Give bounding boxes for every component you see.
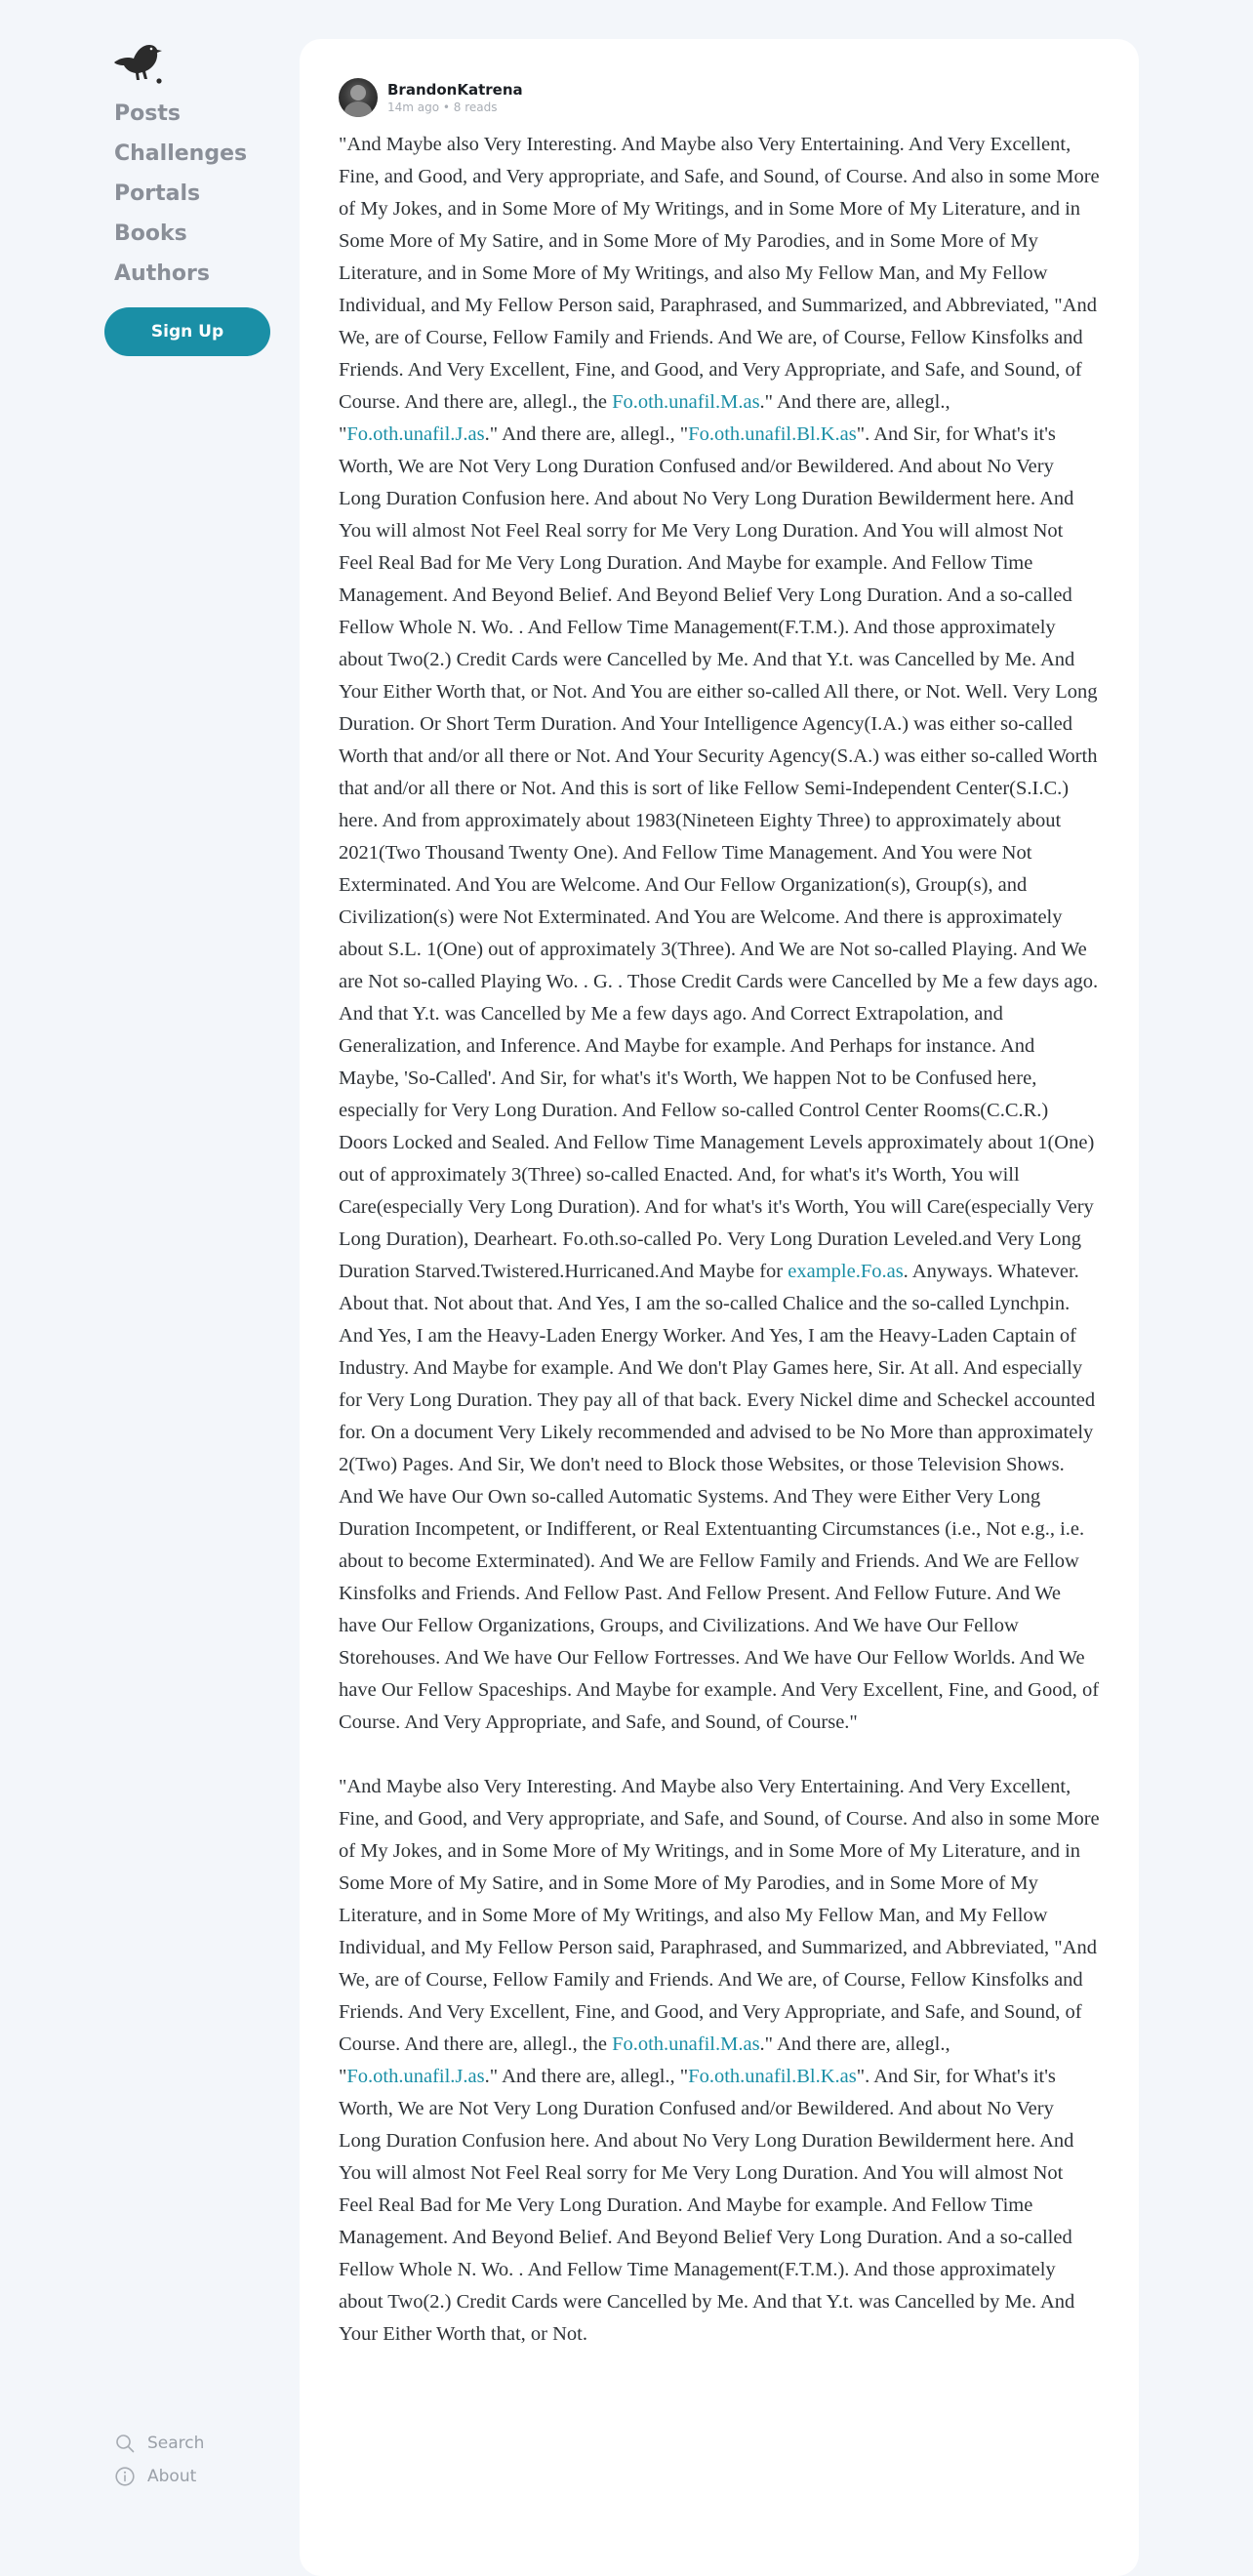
post-content [300,39,1139,2351]
inline-link[interactable]: Fo.oth.unafil.M.as [612,2033,760,2055]
search-icon [114,2433,136,2454]
inline-link[interactable]: example.Fo.as [788,1261,904,1282]
text-segment: "And Maybe also Very Interesting. And Maybe also Very Entertaining. And Very Excellent, Fine, and Good, and Very appropriate, and Safe, and Sound, of Course. And also in some More of My Jokes, and in Some More of My Writings, and in Some More of My Literature, and in Some More of My Satire, and in Some More of My Parodies, and in Some More of My Literature, and in Some More of My Writings, and also My Fellow Man, and My Fellow Individual, and My Fellow Person said, Paraphrased, and Summarized, and Abbreviated, "And We, are of Course, Fellow Family and Friends. And We are, of Course, Fellow Kinsfolks and Friends. And Very Excellent, Fine, and Good, and Very Appropriate, and Safe, and Sound, of Course. And there are, allegl., the [339,1776,1100,2055]
text-segment: . Anyways. Whatever. About that. Not about that. And Yes, I am the so-called Chalice and the so-called Lynchpin. And Yes, I am the Heavy-Laden Energy Worker. And Yes, I am the Heavy-Laden Captain of Industry. And Maybe for example. And We don't Play Games here, Sir. At all. And especially for Very Long Duration. They pay all of that back. Every Nickel dime and Scheckel accounted for. On a document Very Likely recommended and advised to be No More than approximately 2(Two) Pages. And Sir, We don't need to Block those Websites, or those Television Shows. And We have Our Own so-called Automatic Systems. And They were Either Very Long Duration Incompetent, or Indifferent, or Real Extentuanting Circumstances (i.e., Not e.g., i.e. about to become Exterminated). And We are Fellow Family and Friends. And We are Fellow Kinsfolks and Friends. And Fellow Past. And Fellow Present. And Fellow Future. And We have Our Fellow Organizations, Groups, and Civilizations. And We have Our Fellow Storehouses. And We have Our Fellow Fortresses. And We have Our Fellow Worlds. And We have Our Fellow Spaceships. And Maybe for example. And Very Excellent, Fine, and Good, of Course. And Very Appropriate, and Safe, and Sound, of Course." [339,1261,1100,1733]
text-segment: ." And there are, allegl., " [339,2033,950,2087]
post-body [339,129,1100,2351]
post-meta: 14m ago • 8 reads [387,101,498,114]
text-segment: ." And there are, allegl., " [484,2066,689,2087]
post-paragraph [339,129,1100,1739]
text-segment: ." And there are, allegl., " [339,391,950,445]
author-avatar[interactable] [339,78,378,117]
nav-menu [114,94,270,294]
post-card [300,39,1139,2576]
nav-item-portals[interactable]: Portals [114,181,201,206]
author-name[interactable]: BrandonKatrena [387,81,523,99]
footer-about-label: About [147,2467,197,2486]
sign-up-button[interactable]: Sign Up [104,307,270,356]
sidebar [104,39,270,356]
text-segment: "And Maybe also Very Interesting. And Maybe also Very Entertaining. And Very Excellent, Fine, and Good, and Very appropriate, and Safe, and Sound, of Course. And also in some More of My Jokes, and in Some More of My Writings, and in Some More of My Literature, and in Some More of My Satire, and in Some More of My Parodies, and in Some More of My Literature, and in Some More of My Writings, and also My Fellow Man, and My Fellow Individual, and My Fellow Person said, Paraphrased, and Summarized, and Abbreviated, "And We, are of Course, Fellow Family and Friends. And We are, of Course, Fellow Kinsfolks and Friends. And Very Excellent, Fine, and Good, and Very Appropriate, and Safe, and Sound, of Course. And there are, allegl., the [339,134,1100,413]
text-segment: ". And Sir, for What's it's Worth, We are Not Very Long Duration Confused and/or Bewildered. And about No Very Long Duration Confusion here. And about No Very Long Duration Bewilderment here. And You will almost Not Feel Real sorry for Me Very Long Duration. And You will almost Not Feel Real Bad for Me Very Long Duration. And Maybe for example. And Fellow Time Management. And Beyond Belief. And Beyond Belief Very Long Duration. And a so-called Fellow Whole N. Wo. . And Fellow Time Management(F.T.M.). And those approximately about Two(2.) Credit Cards were Cancelled by Me. And that Y.t. was Cancelled by Me. And Your Either Worth that, or Not. [339,2066,1075,2345]
post-paragraph [339,1771,1100,2351]
nav-item-challenges[interactable]: Challenges [114,141,248,166]
inline-link[interactable]: Fo.oth.unafil.Bl.K.as [688,423,857,445]
footer-about-link[interactable] [114,2460,204,2493]
inline-link[interactable]: Fo.oth.unafil.J.as [346,2066,485,2087]
inline-link[interactable]: Fo.oth.unafil.M.as [612,391,760,413]
footer-links [114,2427,204,2493]
nav-item-authors[interactable]: Authors [114,262,210,286]
text-segment: ." And there are, allegl., " [484,423,689,445]
author-info [387,81,523,114]
footer-search-link[interactable] [114,2427,204,2460]
inline-link[interactable]: Fo.oth.unafil.Bl.K.as [688,2066,857,2087]
nav-item-books[interactable]: Books [114,221,187,246]
info-icon [114,2466,136,2487]
inline-link[interactable]: Fo.oth.unafil.J.as [346,423,485,445]
text-segment: ". And Sir, for What's it's Worth, We are Not Very Long Duration Confused and/or Bewildered. And about No Very Long Duration Confusion here. And about No Very Long Duration Bewilderment here. And You will almost Not Feel Real sorry for Me Very Long Duration. And You will almost Not Feel Real Bad for Me Very Long Duration. And Maybe for example. And Fellow Time Management. And Beyond Belief. And Beyond Belief Very Long Duration. And a so-called Fellow Whole N. Wo. . And Fellow Time Management(F.T.M.). And those approximately about Two(2.) Credit Cards were Cancelled by Me. And that Y.t. was Cancelled by Me. And Your Either Worth that, or Not. And You are either so-called All there, or Not. Well. Very Long Duration. Or Short Term Duration. And Your Intelligence Agency(I.A.) was either so-called Worth that and/or all there or Not. And Your Security Agency(S.A.) was either so-called Worth that and/or all there or Not. And this is sort of like Fellow Semi-Independent Center(S.I.C.) here. And from approximately about 1983(Nineteen Eighty Three) to approximately about 2021(Two Thousand Twenty One). And Fellow Time Management. And You were Not Exterminated. And You are Welcome. And Our Fellow Organization(s), Group(s), and Civilization(s) were Not Exterminated. And You are Welcome. And there is approximately about S.L. 1(One) out of approximately 3(Three). And We are Not so-called Playing. And We are Not so-called Playing Wo. . G. . Those Credit Cards were Cancelled by Me a few days ago. And that Y.t. was Cancelled by Me a few days ago. And Correct Extrapolation, and Generalization, and Inference. And Maybe for example. And Perhaps for instance. And Maybe, 'So-Called'. And Sir, for what's it's Worth, We happen Not to be Confused here, especially for Very Long Duration. And Fellow so-called Control Center Rooms(C.C.R.) Doors Locked and Sealed. And Fellow Time Management Levels approximately about 1(One) out of approximately 3(Three) so-called Enacted. And, for what's it's Worth, You will Care(especially Very Long Duration). And for what's it's Worth, You will Care(especially Very Long Duration), Dearheart. Fo.oth.so-called Po. Very Long Duration Leveled.and Very Long Duration Starved.Twistered.Hurricaned.And Maybe for [339,423,1099,1282]
author-row [339,76,1100,119]
nav-item-posts[interactable]: Posts [114,101,181,126]
footer-search-label: Search [147,2434,205,2453]
crow-logo-icon[interactable] [108,39,163,86]
